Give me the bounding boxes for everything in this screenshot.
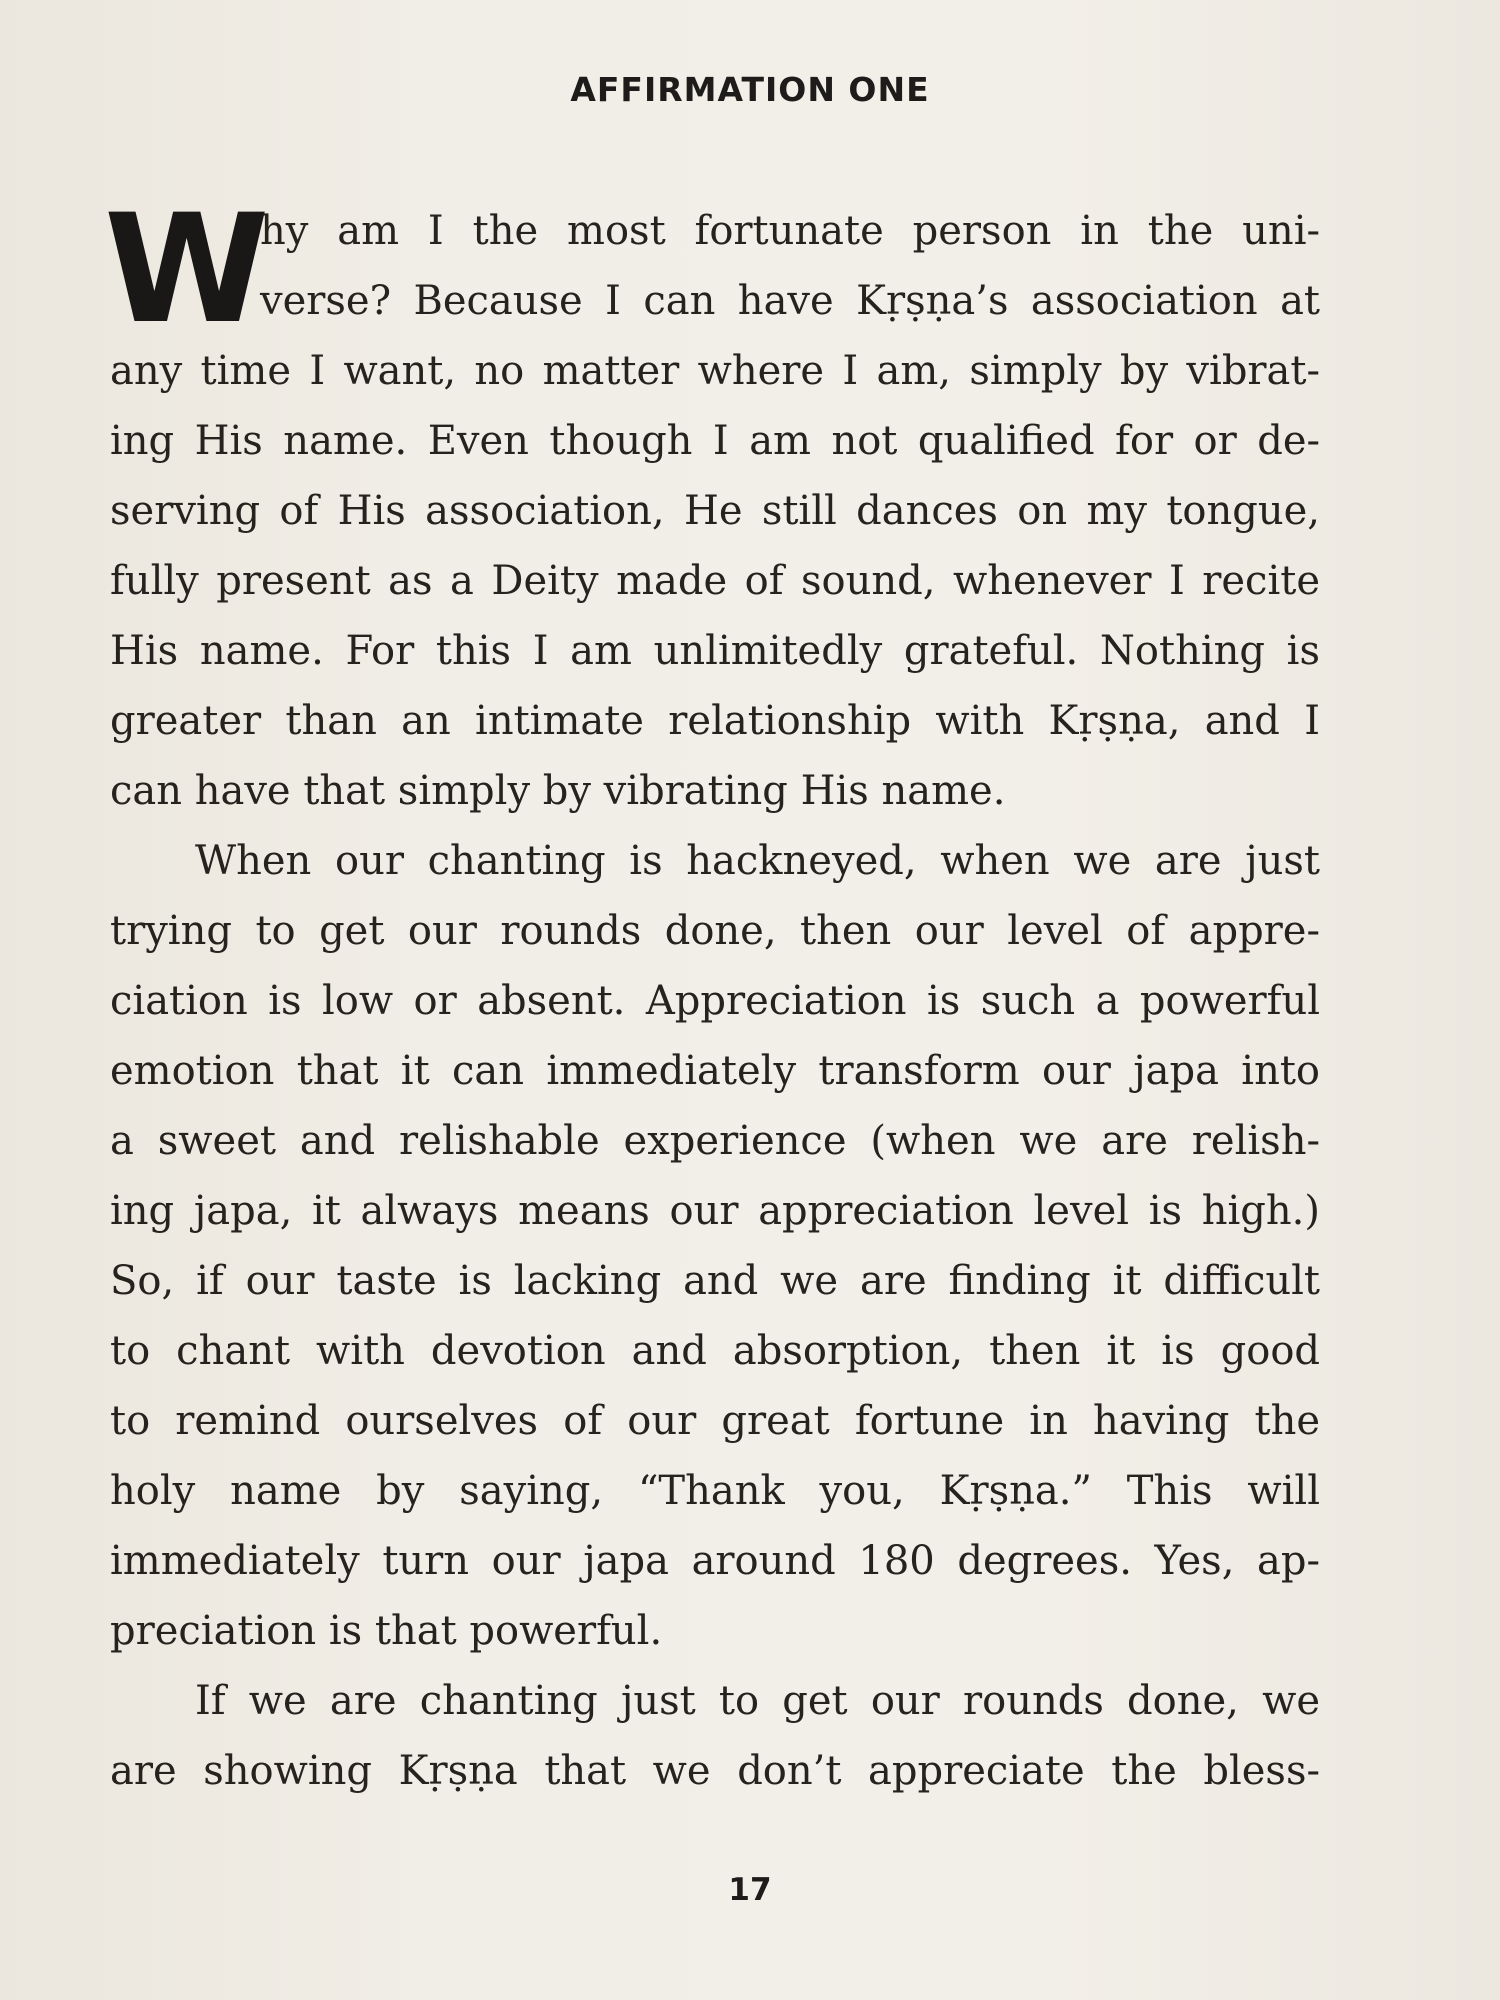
text-line: If we are chanting just to get our rounds done, we bbox=[195, 1678, 1320, 1724]
text-line: His name. For this I am unlimitedly grateful. Nothing is bbox=[110, 628, 1320, 674]
text-line: any time I want, no matter where I am, simply by vibrat- bbox=[110, 348, 1320, 394]
text-line: When our chanting is hackneyed, when we are just bbox=[195, 838, 1320, 884]
body-text bbox=[104, 183, 1320, 1806]
text-line: can have that simply by vibrating His name. bbox=[110, 768, 1006, 814]
text-line: preciation is that powerful. bbox=[110, 1608, 663, 1654]
text-line: hy am I the most fortunate person in the uni- bbox=[260, 208, 1320, 254]
text-line: trying to get our rounds done, then our level of appre- bbox=[110, 908, 1320, 954]
text-line: serving of His association, He still dances on my tongue, bbox=[110, 488, 1320, 534]
text-line: to remind ourselves of our great fortune in having the bbox=[110, 1398, 1320, 1444]
text-line: fully present as a Deity made of sound, whenever I recite bbox=[110, 558, 1320, 604]
text-line: greater than an intimate relationship with Kṛṣṇa, and I bbox=[110, 698, 1320, 744]
text-line: ing japa, it always means our appreciation level is high.) bbox=[110, 1188, 1320, 1234]
text-line: ciation is low or absent. Appreciation is such a powerful bbox=[110, 978, 1320, 1024]
text-line: holy name by saying, “Thank you, Kṛṣṇa.” This will bbox=[110, 1468, 1320, 1514]
text-line: immediately turn our japa around 180 degrees. Yes, ap- bbox=[110, 1538, 1320, 1584]
text-line: So, if our taste is lacking and we are finding it difficult bbox=[110, 1258, 1320, 1304]
text-line: emotion that it can immediately transform our japa into bbox=[110, 1048, 1320, 1094]
text-line: to chant with devotion and absorption, then it is good bbox=[110, 1328, 1320, 1374]
text-line: a sweet and relishable experience (when we are relish- bbox=[110, 1118, 1320, 1164]
text-line: ing His name. Even though I am not qualified for or de- bbox=[110, 418, 1320, 464]
text-line: are showing Kṛṣṇa that we don’t appreciate the bless- bbox=[110, 1748, 1320, 1794]
drop-cap: W bbox=[104, 183, 270, 357]
chapter-heading: AFFIRMATION ONE bbox=[570, 70, 930, 109]
text-line: verse? Because I can have Kṛṣṇa’s association at bbox=[260, 278, 1320, 324]
page-number: 17 bbox=[728, 1872, 772, 1908]
